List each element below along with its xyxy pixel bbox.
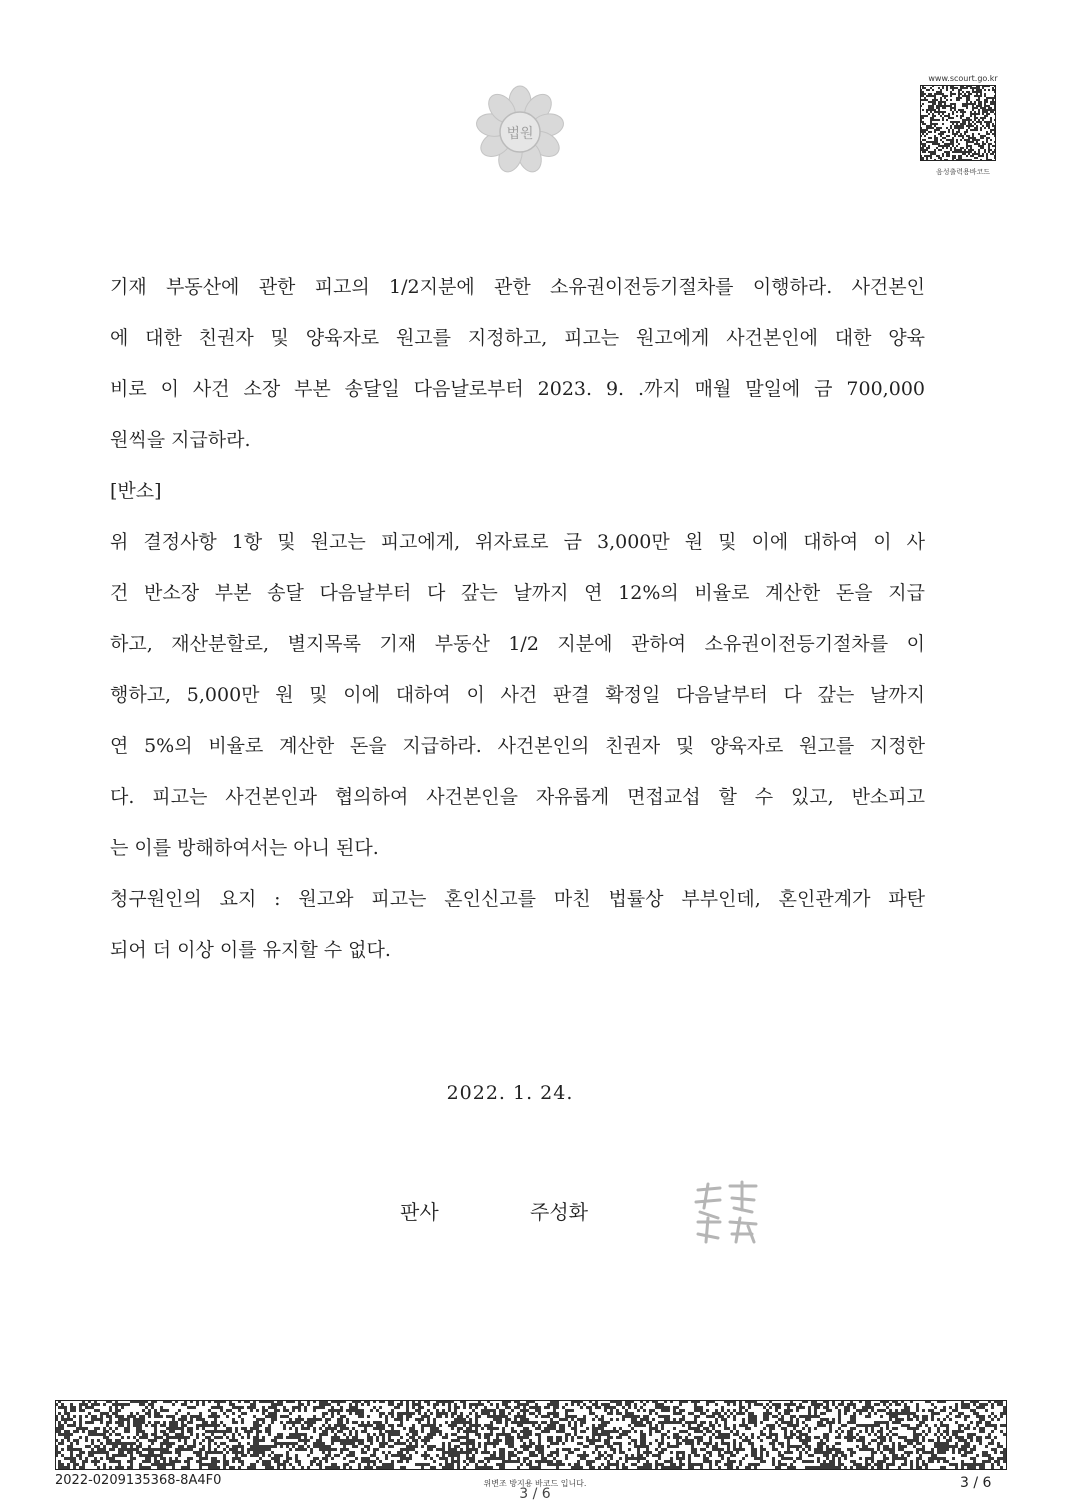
body-line: 는 이를 방해하여서는 아니 된다. — [110, 837, 379, 859]
body-line: 청구원인의 요지 : 원고와 피고는 혼인신고를 마친 법률상 부부인데, 혼인관계가 파탄 — [110, 888, 925, 910]
body-line: 다. 피고는 사건본인과 협의하여 사건본인을 자유롭게 면접교섭 할 수 있고, 반소피고 — [110, 786, 925, 808]
section-heading-counterclaim: [반소] — [110, 480, 162, 502]
decision-date: 2022. 1. 24. — [446, 1082, 574, 1104]
court-emblem-icon — [470, 80, 570, 180]
body-line: 원씩을 지급하라. — [110, 429, 251, 451]
body-line: 기재 부동산에 관한 피고의 1/2지분에 관한 소유권이전등기절차를 이행하라. 사건본인 — [110, 276, 925, 298]
qr-code-icon — [920, 85, 996, 161]
page-number: 3 / 6 — [960, 1475, 992, 1491]
body-line: 비로 이 사건 소장 부본 송달일 다음날로부터 2023. 9. .까지 매월 말일에 금 700,000 — [110, 378, 925, 400]
judge-label: 판사 — [400, 1200, 439, 1224]
body-line: 에 대한 친권자 및 양육자로 원고를 지정하고, 피고는 원고에게 사건본인에 대한 양육 — [110, 327, 925, 349]
body-line: 되어 더 이상 이를 유지할 수 없다. — [110, 939, 391, 961]
body-line: 하고, 재산분할로, 별지목록 기재 부동산 1/2 지분에 관하여 소유권이전등기절차를 이 — [110, 633, 925, 655]
body-line: 행하고, 5,000만 원 및 이에 대하여 이 사건 판결 확정일 다음날부터 다 갚는 날까지 — [110, 684, 925, 706]
judge-name: 주성화 — [530, 1200, 588, 1224]
voice-barcode — [920, 74, 1006, 177]
document-id: 2022-0209135368-8A4F0 — [55, 1473, 222, 1488]
body-line: 위 결정사항 1항 및 원고는 피고에게, 위자료로 금 3,000만 원 및 이에 대하여 이 사 — [110, 531, 925, 553]
body-line: 연 5%의 비율로 계산한 돈을 지급하라. 사건본인의 친권자 및 양육자로 원고를 지정한 — [110, 735, 925, 757]
emblem-label: 법원 — [506, 126, 534, 142]
body-line: 건 반소장 부본 송달 다음날부터 다 갚는 날까지 연 12%의 비율로 계산한 돈을 지급 — [110, 582, 925, 604]
judge-seal-icon — [690, 1178, 764, 1248]
qr-caption: 음성출력용바코드 — [935, 168, 991, 176]
document-body — [110, 262, 925, 976]
barcode-notice: 위변조 방지용 바코드 입니다. — [483, 1479, 587, 1488]
qr-url: www.scourt.go.kr — [928, 74, 998, 83]
page-number-center: 3 / 6 — [519, 1486, 551, 1502]
anti-forgery-barcode — [55, 1400, 1007, 1470]
